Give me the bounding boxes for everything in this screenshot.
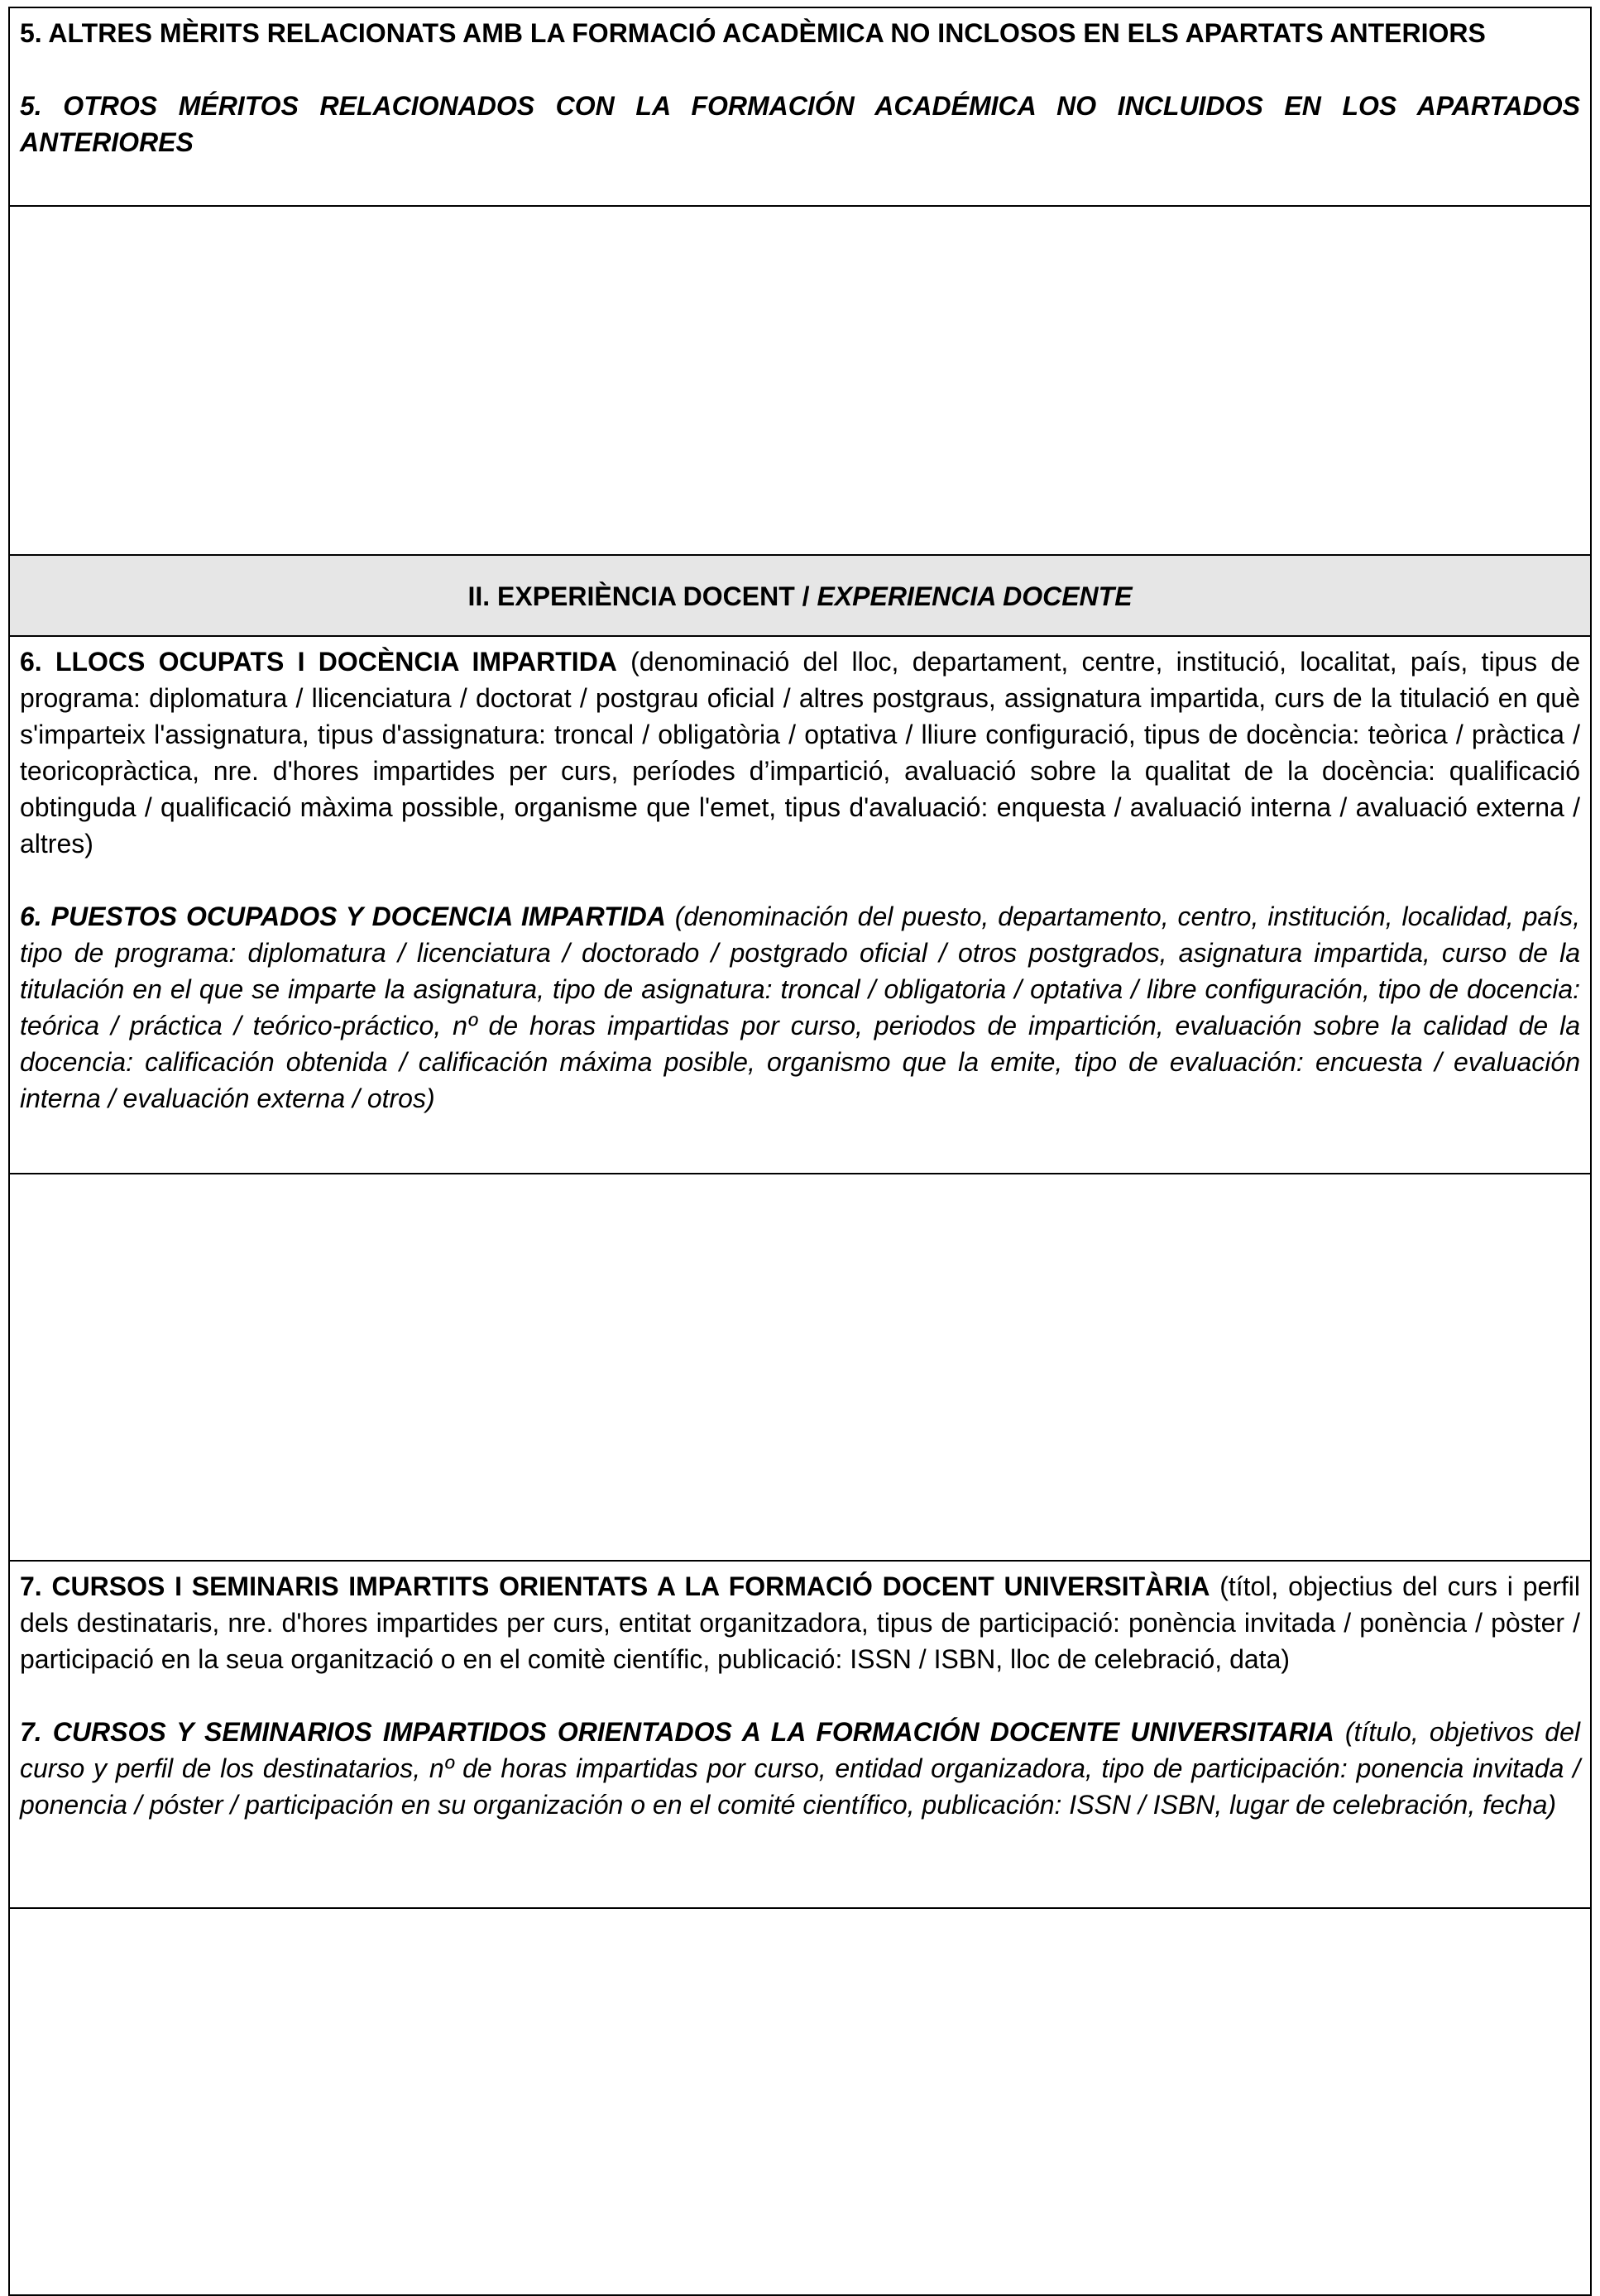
section-6-text-es [20,898,1580,1117]
section-6-entry-area[interactable] [8,1174,1592,1562]
section-7-header [8,1562,1592,1909]
section-7-title-es: 7. CURSOS Y SEMINARIOS IMPARTIDOS ORIENTADOS A LA FORMACIÓN DOCENTE UNIVERSITARIA [20,1717,1334,1747]
section-7-desc-es: (título, objetivos del curso y perfil de los destinatarios, nº de horas impartidas por curso, entidad organizadora, tipo de participación: ponencia invitada / ponencia / póster / participación en su organización o en el comité científico, publicación: ISSN / ISBN, lugar de celebración, fecha) [20,1717,1581,1820]
cv-form-page [8,7,1592,2296]
part-2-title-ca: II. EXPERIÈNCIA DOCENT / [467,581,817,611]
section-7-entry-area[interactable] [8,1909,1592,2296]
section-7-desc-ca: (títol, objectius del curs i perfil dels destinataris, nre. d'hores impartides per curs, entitat organitzadora, tipus de participació: ponència invitada / ponència / pòster / participació en la seua organització o en el comitè científic, publicació: ISSN / ISBN, lloc de celebració, data) [20,1571,1581,1674]
section-6-text-ca [20,643,1580,862]
section-5-title-es: 5. OTROS MÉRITOS RELACIONADOS CON LA FORMACIÓN ACADÉMICA NO INCLUIDOS EN LOS APARTADOS ANTERIORES [20,91,1580,157]
section-5-header [8,7,1592,207]
section-6-title-es: 6. PUESTOS OCUPADOS Y DOCENCIA IMPARTIDA [20,902,666,931]
section-6-desc-ca: (denominació del lloc, departament, centre, institució, localitat, país, tipus de programa: diplomatura / llicenciatura / doctorat / postgrau oficial / altres postgraus, assignatura impartida, curs de la titulació en què s'imparteix l'assignatura, tipus d'assignatura: troncal / obligatòria / optativa / lliure configuració, tipus de docència: teòrica / pràctica / teoricopràctica, nre. d'hores impartides per curs, períodes d’impartició, avaluació sobre la qualitat de la docència: qualificació obtinguda / qualificació màxima possible, organisme que l'emet, tipus d'avaluació: enquesta / avaluació interna / avaluació externa / altres) [20,647,1581,859]
part-2-heading [8,556,1592,637]
section-7-text-es [20,1714,1580,1823]
section-6-header [8,637,1592,1174]
section-7-title-ca: 7. CURSOS I SEMINARIS IMPARTITS ORIENTATS A LA FORMACIÓ DOCENT UNIVERSITÀRIA [20,1571,1210,1601]
section-5-title-ca: 5. ALTRES MÈRITS RELACIONATS AMB LA FORMACIÓ ACADÈMICA NO INCLOSOS EN ELS APARTATS ANTERIORS [20,18,1486,48]
section-7-text-ca [20,1568,1580,1677]
section-5-entry-area[interactable] [8,207,1592,556]
section-6-title-ca: 6. LLOCS OCUPATS I DOCÈNCIA IMPARTIDA [20,647,617,677]
part-2-title-es: EXPERIENCIA DOCENTE [817,581,1133,611]
section-6-desc-es: (denominación del puesto, departamento, centro, institución, localidad, país, tipo de programa: diplomatura / licenciatura / doctorado / postgrado oficial / otros postgrados, asignatura impartida, curso de la titulación en el que se imparte la asignatura, tipo de asignatura: troncal / obligatoria / optativa / libre configuración, tipo de docencia: teórica / práctica / teórico-práctico, nº de horas impartidas por curso, periodos de impartición, evaluación sobre la calidad de la docencia: calificación obtenida / calificación máxima posible, organismo que la emite, tipo de evaluación: encuesta / evaluación interna / evaluación externa / otros) [20,902,1581,1113]
